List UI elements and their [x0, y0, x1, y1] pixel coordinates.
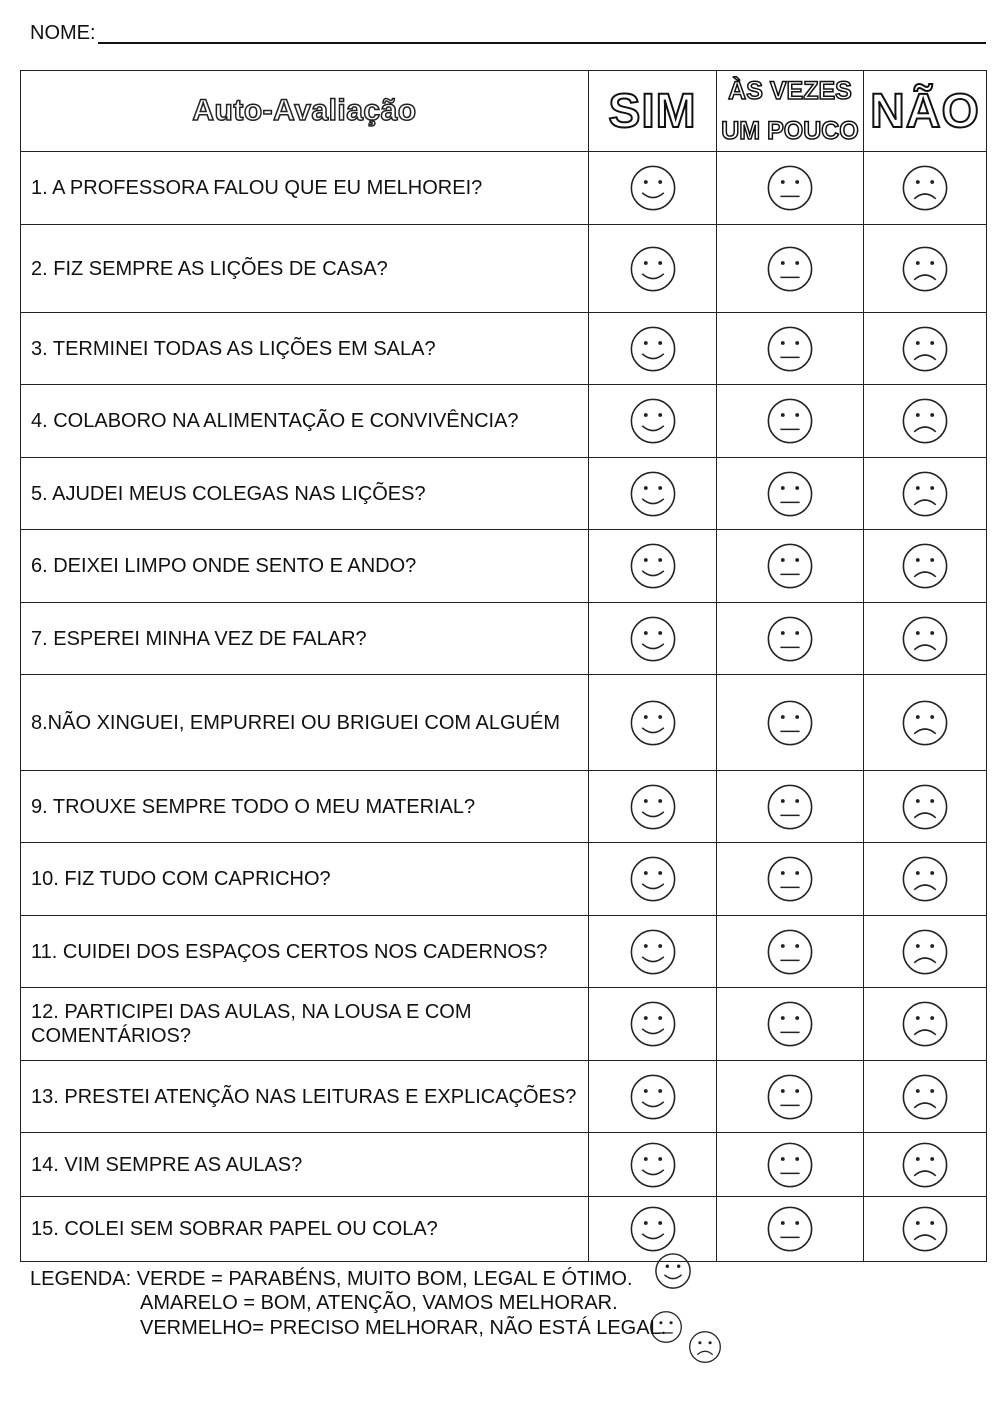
happy-face-icon[interactable]: [629, 397, 677, 445]
answer-cell-asvezes[interactable]: [717, 458, 864, 530]
answer-cell-asvezes[interactable]: [717, 603, 864, 675]
col-header-nao: [864, 71, 987, 152]
answer-cell-sim[interactable]: [589, 458, 717, 530]
neutral-face-icon[interactable]: [766, 1141, 814, 1189]
table-row: [21, 225, 987, 313]
answer-cell-sim[interactable]: [589, 1061, 717, 1133]
question-text: 12. PARTICIPEI DAS AULAS, NA LOUSA E COM COMENTÁRIOS?: [21, 988, 589, 1061]
sad-face-icon[interactable]: [901, 783, 949, 831]
happy-face-icon[interactable]: [629, 615, 677, 663]
col-header-asvezes: [717, 71, 864, 152]
legend-text-green: LEGENDA: VERDE = PARABÉNS, MUITO BOM, LEGAL E ÓTIMO.: [30, 1268, 633, 1290]
table-row: [21, 843, 987, 916]
answer-cell-sim[interactable]: [589, 1197, 717, 1262]
table-row: [21, 675, 987, 771]
name-input-line[interactable]: [98, 42, 986, 44]
happy-face-icon[interactable]: [629, 542, 677, 590]
answer-cell-sim[interactable]: [589, 225, 717, 313]
answer-cell-sim[interactable]: [589, 603, 717, 675]
happy-face-icon[interactable]: [629, 699, 677, 747]
answer-cell-asvezes[interactable]: [717, 152, 864, 225]
answer-cell-sim[interactable]: [589, 771, 717, 843]
table-row: [21, 1133, 987, 1197]
name-field-row: [30, 22, 986, 48]
happy-face-icon[interactable]: [629, 1141, 677, 1189]
question-text: 6. DEIXEI LIMPO ONDE SENTO E ANDO?: [21, 530, 589, 603]
answer-cell-nao[interactable]: [864, 385, 987, 458]
question-text: 14. VIM SEMPRE AS AULAS?: [21, 1133, 589, 1197]
answer-cell-nao[interactable]: [864, 843, 987, 916]
answer-cell-asvezes[interactable]: [717, 225, 864, 313]
neutral-face-icon[interactable]: [766, 928, 814, 976]
happy-face-icon[interactable]: [629, 855, 677, 903]
question-text: 15. COLEI SEM SOBRAR PAPEL OU COLA?: [21, 1197, 589, 1262]
neutral-face-icon[interactable]: [766, 164, 814, 212]
sad-face-icon[interactable]: [901, 855, 949, 903]
answer-cell-asvezes[interactable]: [717, 385, 864, 458]
happy-face-icon[interactable]: [629, 325, 677, 373]
self-evaluation-table: [20, 70, 987, 1262]
answer-cell-asvezes[interactable]: [717, 1061, 864, 1133]
question-text: 7. ESPEREI MINHA VEZ DE FALAR?: [21, 603, 589, 675]
question-text: 9. TROUXE SEMPRE TODO O MEU MATERIAL?: [21, 771, 589, 843]
table-row: [21, 458, 987, 530]
neutral-face-icon[interactable]: [766, 699, 814, 747]
sad-face-icon[interactable]: [901, 699, 949, 747]
answer-cell-sim[interactable]: [589, 152, 717, 225]
answer-cell-asvezes[interactable]: [717, 771, 864, 843]
answer-cell-asvezes[interactable]: [717, 530, 864, 603]
answer-cell-asvezes[interactable]: [717, 843, 864, 916]
answer-cell-nao[interactable]: [864, 1133, 987, 1197]
legend-line-green: [30, 1268, 633, 1291]
sad-face-icon[interactable]: [901, 615, 949, 663]
answer-cell-sim[interactable]: [589, 313, 717, 385]
happy-face-icon[interactable]: [629, 1205, 677, 1253]
neutral-face-icon[interactable]: [766, 397, 814, 445]
sad-face-icon[interactable]: [901, 397, 949, 445]
answer-cell-asvezes[interactable]: [717, 1133, 864, 1197]
sad-face-icon[interactable]: [901, 1073, 949, 1121]
neutral-face-icon[interactable]: [766, 783, 814, 831]
question-text: 11. CUIDEI DOS ESPAÇOS CERTOS NOS CADERNOS?: [21, 916, 589, 988]
answer-cell-asvezes[interactable]: [717, 1197, 864, 1262]
happy-face-icon: [654, 1252, 692, 1290]
sad-face-icon: [688, 1330, 722, 1364]
answer-cell-nao[interactable]: [864, 675, 987, 771]
sad-face-icon[interactable]: [901, 470, 949, 518]
happy-face-icon[interactable]: [629, 1073, 677, 1121]
table-title-cell: [21, 71, 589, 152]
answer-cell-nao[interactable]: [864, 458, 987, 530]
legend-line-yellow: [140, 1292, 618, 1315]
answer-cell-sim[interactable]: [589, 988, 717, 1061]
col-header-sim-label: SIM: [608, 84, 697, 138]
question-text: 2. FIZ SEMPRE AS LIÇÕES DE CASA?: [21, 225, 589, 313]
happy-face-icon[interactable]: [629, 928, 677, 976]
table-row: [21, 988, 987, 1061]
col-header-nao-label: NÃO: [870, 84, 980, 138]
col-header-asvezes-line2: UM POUCO: [721, 117, 859, 145]
neutral-face-icon[interactable]: [766, 470, 814, 518]
answer-cell-nao[interactable]: [864, 1061, 987, 1133]
answer-cell-sim[interactable]: [589, 916, 717, 988]
happy-face-icon[interactable]: [629, 245, 677, 293]
name-label: NOME:: [30, 22, 96, 44]
table-row: [21, 603, 987, 675]
answer-cell-nao[interactable]: [864, 152, 987, 225]
question-text: 1. A PROFESSORA FALOU QUE EU MELHOREI?: [21, 152, 589, 225]
sad-face-icon[interactable]: [901, 928, 949, 976]
answer-cell-nao[interactable]: [864, 530, 987, 603]
answer-cell-nao[interactable]: [864, 313, 987, 385]
table-header-row: [21, 71, 987, 152]
answer-cell-asvezes[interactable]: [717, 988, 864, 1061]
question-text: 3. TERMINEI TODAS AS LIÇÕES EM SALA?: [21, 313, 589, 385]
neutral-face-icon[interactable]: [766, 1000, 814, 1048]
neutral-face-icon[interactable]: [766, 245, 814, 293]
legend-text-red: VERMELHO= PRECISO MELHORAR, NÃO ESTÁ LEGAL.: [140, 1317, 667, 1339]
answer-cell-sim[interactable]: [589, 843, 717, 916]
answer-cell-sim[interactable]: [589, 1133, 717, 1197]
col-header-sim: [589, 71, 717, 152]
answer-cell-nao[interactable]: [864, 603, 987, 675]
sad-face-icon[interactable]: [901, 1000, 949, 1048]
sad-face-icon[interactable]: [901, 1141, 949, 1189]
table-row: [21, 530, 987, 603]
happy-face-icon[interactable]: [629, 1000, 677, 1048]
answer-cell-asvezes[interactable]: [717, 313, 864, 385]
question-text: 4. COLABORO NA ALIMENTAÇÃO E CONVIVÊNCIA?: [21, 385, 589, 458]
legend-text-yellow: AMARELO = BOM, ATENÇÃO, VAMOS MELHORAR.: [140, 1292, 618, 1314]
table-row: [21, 1061, 987, 1133]
happy-face-icon[interactable]: [629, 164, 677, 212]
neutral-face-icon[interactable]: [766, 542, 814, 590]
neutral-face-icon[interactable]: [766, 615, 814, 663]
sad-face-icon[interactable]: [901, 164, 949, 212]
table-row: [21, 1197, 987, 1262]
answer-cell-nao[interactable]: [864, 916, 987, 988]
question-text: 8.NÃO XINGUEI, EMPURREI OU BRIGUEI COM ALGUÉM: [21, 675, 589, 771]
answer-cell-asvezes[interactable]: [717, 916, 864, 988]
neutral-face-icon[interactable]: [766, 1205, 814, 1253]
answer-cell-asvezes[interactable]: [717, 675, 864, 771]
table-row: [21, 385, 987, 458]
answer-cell-nao[interactable]: [864, 1197, 987, 1262]
answer-cell-sim[interactable]: [589, 530, 717, 603]
neutral-face-icon[interactable]: [766, 1073, 814, 1121]
sad-face-icon[interactable]: [901, 542, 949, 590]
happy-face-icon[interactable]: [629, 470, 677, 518]
answer-cell-nao[interactable]: [864, 225, 987, 313]
happy-face-icon[interactable]: [629, 783, 677, 831]
table-row: [21, 916, 987, 988]
table-row: [21, 313, 987, 385]
table-row: [21, 771, 987, 843]
neutral-face-icon[interactable]: [766, 855, 814, 903]
neutral-face-icon[interactable]: [766, 325, 814, 373]
question-text: 5. AJUDEI MEUS COLEGAS NAS LIÇÕES?: [21, 458, 589, 530]
answer-cell-sim[interactable]: [589, 385, 717, 458]
sad-face-icon[interactable]: [901, 1205, 949, 1253]
sad-face-icon[interactable]: [901, 325, 949, 373]
answer-cell-sim[interactable]: [589, 675, 717, 771]
answer-cell-nao[interactable]: [864, 771, 987, 843]
question-text: 13. PRESTEI ATENÇÃO NAS LEITURAS E EXPLICAÇÕES?: [21, 1061, 589, 1133]
answer-cell-nao[interactable]: [864, 988, 987, 1061]
table-row: [21, 152, 987, 225]
legend-line-red: [140, 1317, 666, 1340]
sad-face-icon[interactable]: [901, 245, 949, 293]
question-text: 10. FIZ TUDO COM CAPRICHO?: [21, 843, 589, 916]
table-title: Auto-Avaliação: [192, 94, 417, 127]
col-header-asvezes-line1: ÀS VEZES: [728, 77, 852, 105]
